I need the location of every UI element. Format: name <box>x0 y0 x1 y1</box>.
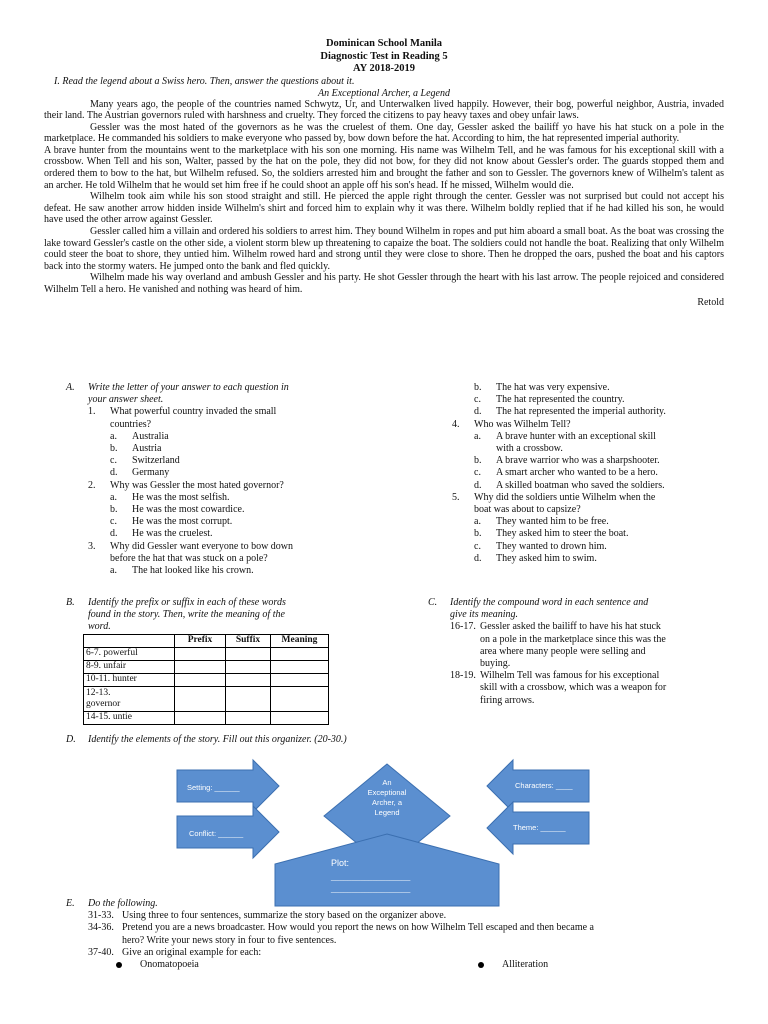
question-number: 5. <box>452 491 460 503</box>
option-letter: b. <box>110 443 118 455</box>
option-letter: b. <box>474 455 482 467</box>
table-cell[interactable] <box>175 673 226 686</box>
table-cell[interactable] <box>175 660 226 673</box>
part-b-instruction: found in the story. Then, write the meaning of the <box>88 609 285 621</box>
table-row <box>84 686 329 711</box>
option-text: He was the most cowardice. <box>132 504 245 516</box>
word-line: governor <box>86 698 121 709</box>
plot-line: ___________________ <box>331 872 411 881</box>
academic-year: AY 2018-2019 <box>353 63 415 74</box>
item-number: 18-19. <box>450 670 476 682</box>
table-cell-word <box>84 686 175 711</box>
option-text: The hat represented the country. <box>496 394 625 406</box>
part-d-instruction: Identify the elements of the story. Fill out this organizer. (20-30.) <box>88 734 347 745</box>
item-text: on a pole in the marketplace since this was the <box>480 633 666 645</box>
center-title <box>357 778 417 818</box>
item-text: Wilhelm Tell was famous for his exceptional <box>480 670 660 682</box>
option-text: They wanted him to be free. <box>496 516 609 528</box>
part-e-label: E. <box>66 898 75 909</box>
option-letter: c. <box>110 455 117 467</box>
story-paragraph: Wilhelm took aim while his son stood straight and still. He pierced the apple right through the center. Gessler was not surprised but could not accept his defeat. He saw another arrow hidden inside Wilhelm's shirt and forced him to explain why it was there. Wilhelm boldly replied that if he had killed his son, he would have used the other arrow against Gessler. <box>44 191 724 226</box>
item-text: Pretend you are a news broadcaster. How would you report the news on how Wilhelm Tell escaped and then became a <box>122 922 594 934</box>
story-paragraph: Many years ago, the people of the countries named Schwytz, Ur, and Unterwalken lived happily. However, their bog, powerful neighbor, Austria, invaded their land. The Austrian governors ruled with harshness and cruelty. They forced the citizens to pay heavy taxes and obey unfair laws. <box>44 98 724 122</box>
part-c-instruction: Identify the compound word in each sentence and <box>450 597 649 608</box>
part-c-label: C. <box>428 597 438 608</box>
item-text: area where many people were selling and <box>480 645 646 657</box>
table-row <box>84 647 329 660</box>
part-e <box>66 898 736 971</box>
table-cell-word: 6-7. powerful <box>84 647 175 660</box>
option-letter: d. <box>110 528 118 540</box>
table-cell[interactable] <box>175 647 226 660</box>
question-text: Why was Gessler the most hated governor? <box>110 479 284 491</box>
question-number: 1. <box>88 406 96 418</box>
option-text: Australia <box>132 430 169 442</box>
table-cell[interactable] <box>226 673 271 686</box>
bullet-icon <box>116 962 122 968</box>
bullet-text: Onomatopoeia <box>140 959 199 971</box>
question-text: boat was about to capsize? <box>474 504 581 516</box>
option-text: Switzerland <box>132 455 180 467</box>
item-text: firing arrows. <box>480 694 535 706</box>
plot-pentagon <box>275 834 499 906</box>
part-b-instruction: word. <box>88 621 111 633</box>
option-text: Austria <box>132 443 162 455</box>
option-text: A skilled boatman who saved the soldiers. <box>496 479 665 491</box>
option-text: The hat was very expensive. <box>496 382 610 393</box>
option-letter: c. <box>110 516 117 528</box>
option-letter: a. <box>110 565 117 577</box>
option-text: A brave hunter with an exceptional skill <box>496 430 656 442</box>
table-header-meaning: Meaning <box>271 634 329 647</box>
option-letter: c. <box>474 394 481 406</box>
part-b-instruction: Identify the prefix or suffix in each of these words <box>88 597 286 608</box>
option-letter: d. <box>474 479 482 491</box>
part-a-right <box>452 382 742 565</box>
table-cell-word: 10-11. hunter <box>84 673 175 686</box>
story-paragraph: A brave hunter from the mountains went to the marketplace with his son one morning. His name was Wilhelm Tell, and he was famous for his exceptional skill with a crossbow. When Tell and his son, Walter, passed by the hat on the pole, they did not bow, for they did not know about Gessler's order. The guards stopped them and ordered them to bow to the hat, but Wilhelm refused. So, the soldiers arrested him and brought the father and son to Gessler. The governors knew of Wilhelm's talent as an archer. He told Wilhelm that he would set him free if he could shoot an apple off his son's head. If he missed, Wilhelm would die. <box>44 144 724 191</box>
option-letter: c. <box>474 467 481 479</box>
story-title: An Exceptional Archer, a Legend <box>318 87 450 99</box>
word-line: 12-13. <box>86 688 111 699</box>
option-text: They asked him to swim. <box>496 552 597 564</box>
item-number: 34-36. <box>88 922 114 934</box>
option-text: with a crossbow. <box>496 443 563 455</box>
table-row <box>84 660 329 673</box>
item-text: hero? Write your news story in four to five sentences. <box>122 934 337 946</box>
theme-label: Theme: ______ <box>513 823 566 832</box>
option-text: The hat represented the imperial authority. <box>496 406 666 418</box>
item-text: Using three to four sentences, summarize the story based on the organizer above. <box>122 910 447 922</box>
option-text: They asked him to steer the boat. <box>496 528 629 540</box>
option-letter: b. <box>110 504 118 516</box>
center-title-line: Archer, a <box>371 798 402 807</box>
option-text: A brave warrior who was a sharpshooter. <box>496 455 660 467</box>
part-a-label: A. <box>66 382 75 393</box>
part-b <box>66 597 356 725</box>
part-c <box>428 597 728 707</box>
bullet-item <box>116 959 478 971</box>
table-cell[interactable] <box>175 686 226 711</box>
part-a-instruction: Write the letter of your answer to each question in <box>88 382 289 393</box>
question-number: 4. <box>452 418 460 430</box>
table-cell[interactable] <box>226 711 271 724</box>
question-number: 3. <box>88 540 96 552</box>
bullet-icon <box>478 962 484 968</box>
setting-label: Setting: ______ <box>187 783 240 792</box>
option-text: He was the cruelest. <box>132 528 213 540</box>
option-letter: a. <box>110 430 117 442</box>
item-text: buying. <box>480 658 511 670</box>
table-row <box>84 673 329 686</box>
question-text: What powerful country invaded the small <box>110 406 277 418</box>
conflict-label: Conflict: ______ <box>189 829 244 838</box>
table-cell[interactable] <box>175 711 226 724</box>
part-a-instruction: your answer sheet. <box>88 394 164 406</box>
bullet-text: Alliteration <box>502 959 549 971</box>
table-cell-word: 8-9. unfair <box>84 660 175 673</box>
option-letter: d. <box>474 406 482 418</box>
story-organizer <box>175 758 595 908</box>
item-text: Give an original example for each: <box>122 946 262 958</box>
item-text: skill with a crossbow, which was a weapon for <box>480 682 667 694</box>
question-number: 2. <box>88 479 96 491</box>
table-header-suffix: Suffix <box>226 634 271 647</box>
table-cell[interactable] <box>226 686 271 711</box>
table-cell[interactable] <box>271 686 329 711</box>
part-e-instruction: Do the following. <box>88 898 158 909</box>
story-section <box>44 38 724 309</box>
school-name: Dominican School Manila <box>325 38 443 49</box>
item-number: 31-33. <box>88 910 114 922</box>
option-letter: b. <box>474 382 482 393</box>
center-title-line: An <box>382 778 392 787</box>
question-text: Why did the soldiers untie Wilhelm when the <box>474 491 656 503</box>
characters-label: Characters: ____ <box>515 781 573 790</box>
table-cell-word: 14-15. untie <box>84 711 175 724</box>
option-letter: d. <box>474 552 482 564</box>
option-text: They wanted to drown him. <box>496 540 607 552</box>
table-cell[interactable] <box>271 711 329 724</box>
story-paragraph: Gessler was the most hated of the governors as he was the cruelest of them. One day, Gessler asked the bailiff yo have his hat stuck on a pole in the marketplace. He commanded his soldiers to make everyone who passed by, bow down before the hat. According to him, the hat represented imperial authority. <box>44 121 724 145</box>
plot-label: Plot: <box>331 858 350 868</box>
option-letter: a. <box>474 430 481 442</box>
table-cell[interactable] <box>271 647 329 660</box>
center-title-line: Legend <box>374 808 400 817</box>
table-cell[interactable] <box>271 660 329 673</box>
story-paragraph: Gessler called him a villain and ordered his soldiers to arrest him. They bound Wilhelm in ropes and put him aboard a small boat. As the boat was crossing the lake toward Gessler's castle on the other side, a violent storm blew up threatening to capaize the boat. The soldiers could not handle the boat. Realizing that only Wilhelm could steer the boat to shore, they untied him. Wilhelm rowed hard and strong until they were close to shore. Then he dropped the oars, pushed the boat and his captors back into the stormy waters. He jumped onto the bank and fled quickly. <box>44 226 724 272</box>
retold-label: Retold <box>697 296 724 308</box>
test-title: Diagnostic Test in Reading 5 <box>320 50 448 62</box>
option-text: Germany <box>132 467 170 479</box>
word-table <box>83 634 329 725</box>
option-text: He was the most selfish. <box>132 491 230 503</box>
part-a-left <box>66 382 356 577</box>
part-c-instruction: give its meaning. <box>450 609 519 621</box>
item-text: Gessler asked the bailiff to have his hat stuck <box>480 621 661 633</box>
part-d-label: D. <box>66 734 76 745</box>
plot-line: ___________________ <box>331 884 411 893</box>
question-text: before the hat that was stuck on a pole? <box>110 552 268 564</box>
option-letter: c. <box>474 540 481 552</box>
table-header-prefix: Prefix <box>175 634 226 647</box>
item-number: 16-17. <box>450 621 476 633</box>
option-letter: a. <box>110 491 117 503</box>
table-cell[interactable] <box>271 673 329 686</box>
option-letter: a. <box>474 516 481 528</box>
table-row <box>84 711 329 724</box>
question-text: Who was Wilhelm Tell? <box>474 418 571 430</box>
option-letter: d. <box>110 467 118 479</box>
table-header-blank <box>84 634 175 647</box>
bullet-item <box>478 959 548 971</box>
table-cell[interactable] <box>226 660 271 673</box>
part1-instruction: I. Read the legend about a Swiss hero. Then, answer the questions about it. <box>54 75 355 87</box>
story-paragraph: Wilhelm made his way overland and ambush Gessler and his party. He shot Gessler through the heart with his last arrow. The people rejoiced and considered Wilhelm Tell a hero. He vanished and nothing was heard of him. <box>44 272 724 295</box>
option-letter: b. <box>474 528 482 540</box>
part-d <box>66 734 666 746</box>
item-number: 37-40. <box>88 946 114 958</box>
part-b-label: B. <box>66 597 75 608</box>
question-text: Why did Gessler want everyone to bow down <box>110 540 294 552</box>
option-text: He was the most corrupt. <box>132 516 233 528</box>
table-cell[interactable] <box>226 647 271 660</box>
question-text: countries? <box>110 418 152 430</box>
center-title-line: Exceptional <box>367 788 407 797</box>
option-text: The hat looked like his crown. <box>132 565 254 577</box>
option-text: A smart archer who wanted to be a hero. <box>496 467 658 479</box>
